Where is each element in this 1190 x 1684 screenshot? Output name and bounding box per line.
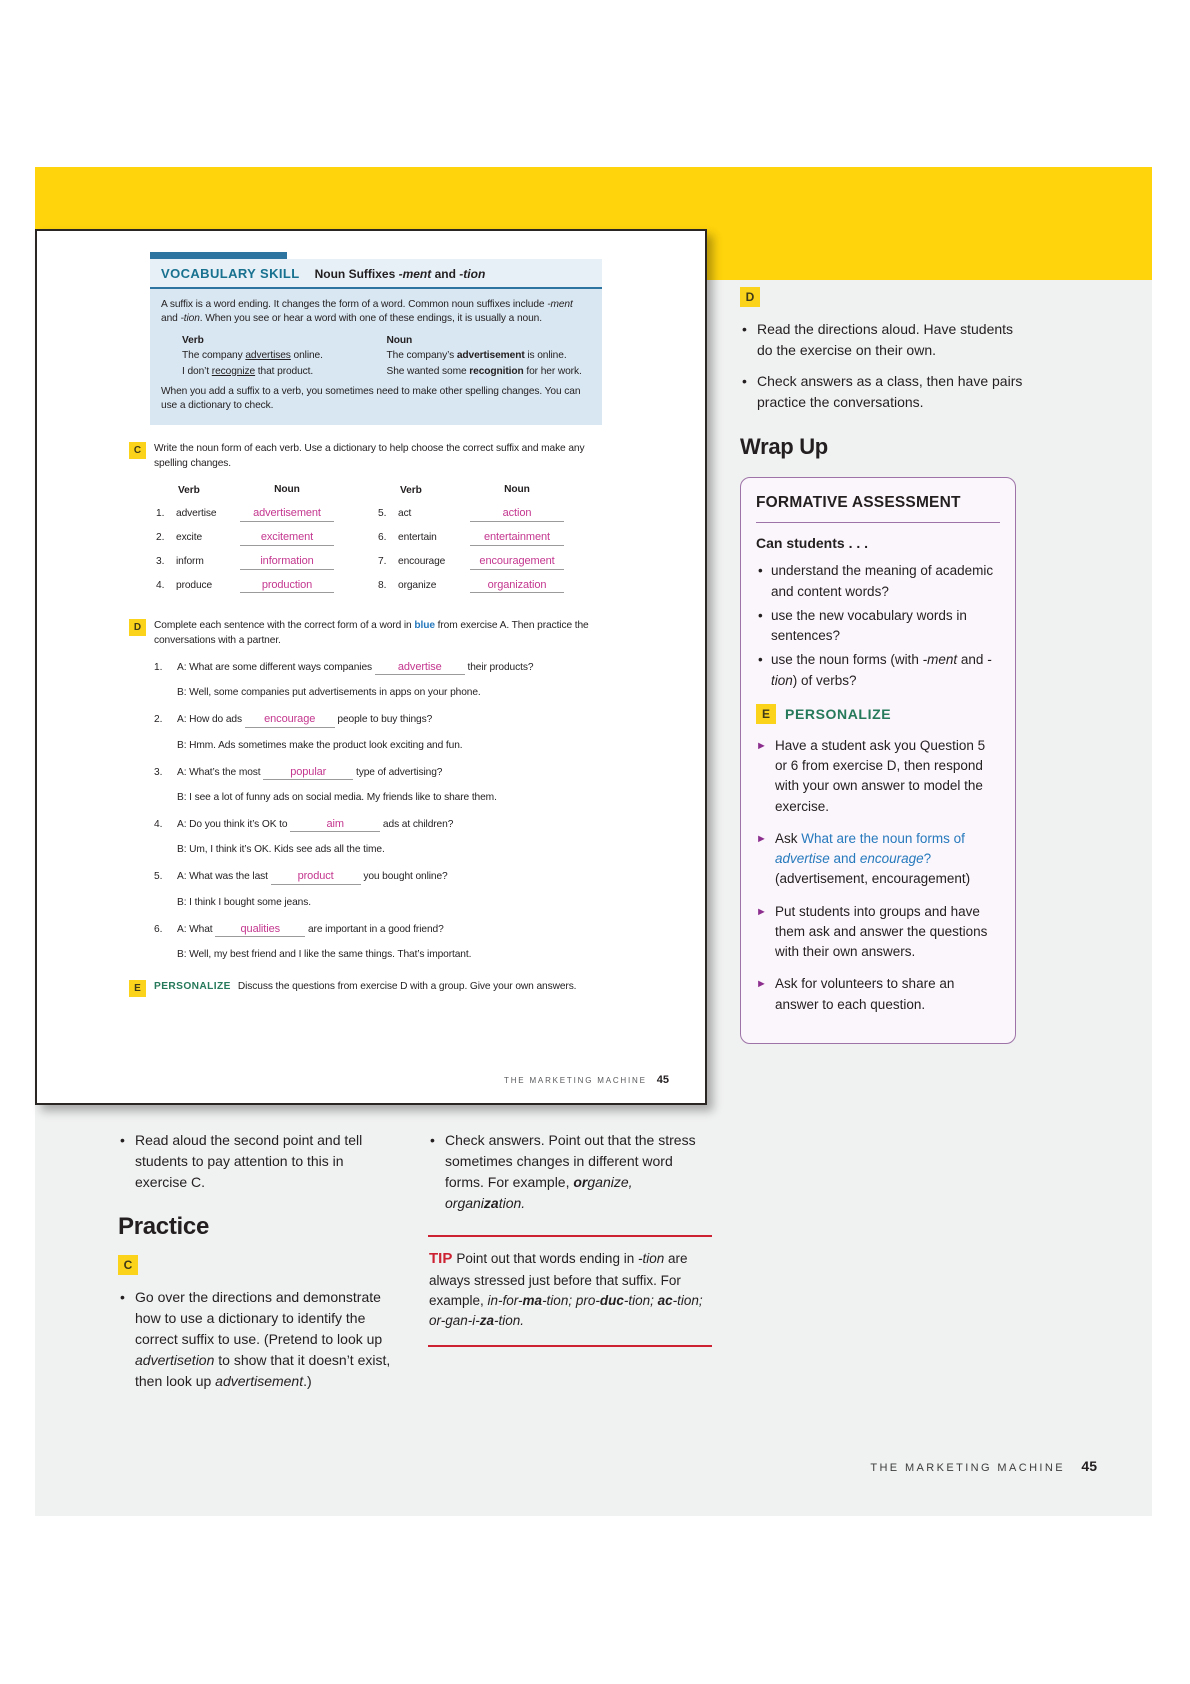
p2-qmark: ?: [923, 851, 932, 866]
list-item: [154, 661, 612, 701]
bullet-icon: •: [120, 1132, 125, 1148]
item-num: 1.: [154, 661, 163, 673]
row-answer: excitement: [240, 531, 334, 546]
tip-box: [428, 1235, 712, 1347]
d-dir-blue: blue: [414, 620, 435, 632]
c-right-headers: [378, 484, 564, 499]
tip-seg-2: ma: [522, 1292, 543, 1308]
c-noun-header: Noun: [274, 484, 300, 496]
row-verb: inform: [176, 555, 204, 567]
item-num: 2.: [154, 714, 163, 726]
row-verb: advertise: [176, 508, 217, 520]
answer-blank: aim: [290, 819, 380, 833]
teaching-step: [756, 974, 1000, 1015]
exercise-d: [129, 619, 669, 963]
vocab-noun-example-2: [387, 364, 592, 379]
assessment-bullet: [756, 650, 1000, 691]
b3-2: and: [957, 652, 988, 668]
row-num: 1.: [156, 508, 165, 520]
p2-advertise: advertise: [775, 851, 830, 866]
a-line: [177, 870, 448, 885]
mid-note-1: Check answers. Point out that the stress sometimes changes in different word forms. For example,: [445, 1132, 696, 1190]
table-row: [156, 507, 334, 522]
exercise-d-directions: [154, 619, 612, 649]
sidebar-e-badge: E: [756, 704, 776, 724]
tip-text-1: Point out that words ending in: [456, 1251, 638, 1266]
row-answer: encouragement: [470, 555, 564, 570]
row-answer: advertisement: [240, 507, 334, 522]
assessment-bullet-text: understand the meaning of academic and content words?: [771, 563, 994, 599]
table-row: [378, 531, 564, 546]
table-row: [156, 555, 334, 570]
a-post: people to buy things?: [334, 714, 433, 726]
a-post: ads at children?: [380, 818, 454, 830]
table-row: [378, 555, 564, 570]
c-verb-header: Verb: [178, 485, 200, 497]
bullet-icon: •: [758, 607, 763, 623]
n2-bold: recognition: [469, 365, 524, 377]
vocab-title-tion: -tion: [459, 267, 486, 281]
row-num: 8.: [378, 579, 387, 591]
vocab-skill-title: [315, 267, 486, 281]
practice-c-badge: C: [118, 1255, 138, 1275]
row-answer: information: [240, 555, 334, 570]
b3-1: use the noun forms (with: [771, 652, 923, 668]
row-num: 7.: [378, 555, 387, 567]
practice-heading: Practice: [118, 1213, 209, 1240]
table-row: [378, 507, 564, 522]
vocab-example-columns: [182, 333, 591, 379]
personalize-tag: PERSONALIZE: [785, 705, 892, 722]
tip-seg-9: -tion.: [494, 1313, 525, 1328]
a-post: their products?: [464, 661, 534, 673]
row-num: 2.: [156, 531, 165, 543]
step-text: Put students into groups and have them ask and answer the questions with their own answers.: [775, 903, 988, 959]
tip-seg-1: in-for-: [487, 1292, 523, 1308]
p2-question: What are the noun forms of: [801, 830, 965, 846]
step-text: [775, 831, 970, 887]
exercise-c-badge: C: [129, 442, 146, 459]
item-lines: [177, 870, 448, 910]
c-note-1: Go over the directions and demonstrate how to use a dictionary to identify the correct suffix to use. (Pretend to look up: [135, 1289, 383, 1347]
exercise-e-badge: E: [129, 980, 146, 997]
c-note-italic-2: advertisement: [215, 1373, 304, 1389]
assessment-bullet-text: use the new vocabulary words in sentences?: [771, 607, 967, 643]
exercise-c-body: [154, 442, 612, 602]
footer-page-number: 45: [1081, 1458, 1097, 1474]
c-noun-header: Noun: [504, 484, 530, 496]
n2-post: for her work.: [523, 365, 582, 377]
n1-post: is online.: [524, 350, 567, 362]
arrow-icon: ►: [756, 978, 767, 991]
n1-pre: The company’s: [386, 350, 457, 362]
list-item: [154, 713, 612, 753]
c-header-spacer: [156, 484, 176, 499]
bullet-icon: •: [758, 563, 763, 579]
vocab-verb-header: Verb: [182, 334, 204, 346]
note-text: Read aloud the second point and tell students to pay attention to this in exercise C.: [135, 1132, 363, 1190]
row-verb: entertain: [398, 531, 437, 543]
table-row: [378, 579, 564, 594]
row-verb: encourage: [398, 555, 446, 567]
table-row: [156, 579, 334, 594]
tip-seg-8: za: [479, 1313, 495, 1328]
vocab-intro: [161, 298, 591, 327]
sidebar-bullet: [740, 371, 1027, 413]
a-pre: A: How do ads: [177, 714, 245, 726]
mid-ganize: ganize,: [587, 1174, 633, 1190]
vocab-box-accent-bar: [150, 252, 287, 259]
p2-ask: Ask: [775, 830, 802, 846]
n1-bold: advertisement: [456, 350, 525, 362]
row-answer: entertainment: [470, 531, 564, 546]
step-text: Have a student ask you Question 5 or 6 from exercise D, then respond with your own answer to model the exercise.: [775, 737, 986, 814]
c-table-right-group: [378, 484, 564, 602]
vocab-noun-column: [387, 333, 592, 379]
c-header-spacer: [378, 484, 398, 499]
b-line: B: Well, my best friend and I like the same things. That’s important.: [177, 949, 472, 961]
vocabulary-skill-box: [150, 252, 602, 425]
formative-assessment-box: [740, 477, 1016, 1044]
vocab-intro-ment: -ment: [547, 299, 573, 310]
vocab-intro-1: A suffix is a word ending. It changes the form of a word. Common noun suffixes include: [161, 299, 548, 310]
can-students-subtitle: Can students . . .: [756, 535, 869, 552]
b-line: B: Um, I think it’s OK. Kids see ads all the time.: [177, 844, 385, 856]
c-note-italic-1: advertisetion: [135, 1352, 215, 1368]
arrow-icon: ►: [756, 905, 767, 918]
teaching-step: [756, 829, 1000, 890]
v1-underlined: advertises: [245, 350, 291, 362]
v2-underlined: recognize: [211, 365, 256, 377]
bullet-icon: •: [742, 373, 747, 389]
list-item: [154, 870, 612, 910]
c-left-headers: [156, 484, 334, 499]
note-text: [445, 1132, 696, 1211]
vocab-title-and: and: [431, 267, 460, 281]
vocab-title-ment: -ment: [398, 267, 432, 281]
item-num: 5.: [154, 871, 163, 883]
footer-unit-title: THE MARKETING MACHINE: [870, 1462, 1065, 1474]
vocab-note: When you add a suffix to a verb, you sometimes need to make other spelling changes. You can use a dictionary to check.: [161, 385, 581, 412]
p2-and: and: [829, 851, 860, 866]
c-verb-header: Verb: [400, 485, 422, 497]
c-note-3: .): [303, 1373, 312, 1389]
vocab-verb-column: [182, 333, 387, 379]
assessment-bullet: [756, 561, 1000, 602]
a-post: you bought online?: [360, 871, 448, 883]
mid-za: za: [483, 1195, 499, 1211]
answer-blank: popular: [263, 767, 353, 781]
exercise-c-table: [156, 484, 612, 602]
note-bullet: [428, 1130, 712, 1214]
exercise-e-body: [154, 980, 612, 997]
a-pre: A: What was the last: [177, 871, 271, 883]
item-lines: [177, 661, 533, 701]
row-answer: production: [240, 579, 334, 594]
a-post: are important in a good friend?: [305, 923, 444, 935]
item-num: 6.: [154, 923, 163, 935]
unit-title: THE MARKETING MACHINE: [504, 1076, 647, 1085]
item-lines: [177, 923, 471, 963]
note-text: [135, 1289, 390, 1389]
practice-c-row: [118, 1255, 396, 1275]
a-pre: A: What: [177, 923, 216, 935]
tip-seg-4: duc: [599, 1292, 624, 1308]
student-page-footer: [504, 1074, 669, 1086]
list-item: [154, 818, 612, 858]
note-bullet: [118, 1287, 396, 1392]
exercise-c-directions: Write the noun form of each verb. Use a dictionary to help choose the correct suffix and make any spelling changes.: [154, 442, 585, 469]
a-line: [177, 818, 453, 833]
formative-assessment-title: FORMATIVE ASSESSMENT: [756, 491, 1000, 523]
vocab-box-body: [150, 289, 602, 425]
tip-seg-6: ac: [657, 1292, 673, 1308]
row-verb: produce: [176, 579, 213, 591]
arrow-icon: ►: [756, 832, 767, 845]
assessment-bullet: [756, 606, 1000, 647]
item-lines: [177, 818, 453, 858]
sidebar-bullet-text: Check answers as a class, then have pairs practice the conversations.: [757, 373, 1023, 410]
item-lines: [177, 766, 497, 806]
row-num: 3.: [156, 555, 165, 567]
assessment-bullet-text: [771, 652, 992, 687]
v1-post: online.: [290, 350, 323, 362]
tip-seg-7: -tion; or-gan-i-: [429, 1292, 703, 1328]
exercise-c: [129, 442, 669, 602]
d-dir-1: Complete each sentence with the correct form of a word in: [154, 620, 415, 632]
exercise-e-text: Discuss the questions from exercise D with a group. Give your own answers.: [237, 980, 577, 992]
row-num: 6.: [378, 531, 387, 543]
a-pre: A: Do you think it’s OK to: [177, 818, 291, 830]
mid-or: or: [573, 1174, 588, 1190]
tip-tion: -tion: [637, 1251, 665, 1266]
bullet-icon: •: [742, 321, 747, 337]
teaching-step: [756, 902, 1000, 963]
vocab-skill-label: VOCABULARY SKILL: [161, 266, 300, 281]
b-line: B: Well, some companies put advertisements in apps on your phone.: [177, 687, 481, 699]
personalize-header-row: [756, 704, 1000, 725]
item-num: 4.: [154, 818, 163, 830]
n2-pre: She wanted some: [386, 365, 470, 377]
c-note-2: to show that it doesn’t exist, then look up: [135, 1352, 391, 1389]
b3-ment: -ment: [922, 652, 958, 668]
v1-pre: The company: [182, 350, 246, 362]
teacher-sidebar: [740, 287, 1027, 1044]
tip-seg-3: -tion; pro-: [542, 1292, 600, 1308]
student-book-page: [35, 229, 707, 1105]
arrow-icon: ►: [756, 739, 767, 752]
v2-pre: I don’t: [182, 365, 212, 377]
sidebar-d-badge: D: [740, 287, 760, 307]
a-post: type of advertising?: [353, 766, 443, 778]
wrap-up-heading: Wrap Up: [740, 434, 828, 459]
vocab-title-text: Noun Suffixes: [314, 267, 399, 281]
vocab-intro-2: and: [161, 313, 181, 325]
student-page-content: [37, 231, 705, 1103]
vocab-noun-header: Noun: [386, 334, 413, 346]
mid-tion: tion.: [498, 1195, 526, 1211]
p2-answer: (advertisement, encouragement): [775, 871, 971, 887]
answer-blank: product: [271, 871, 361, 885]
list-item: [154, 923, 612, 963]
a-pre: A: What’s the most: [177, 766, 264, 778]
b3-tion: -tion: [771, 652, 992, 688]
row-verb: excite: [176, 531, 203, 543]
answer-blank: qualities: [215, 924, 305, 938]
row-answer: action: [470, 507, 564, 522]
sidebar-bullet: [740, 319, 1027, 361]
row-num: 4.: [156, 579, 165, 591]
item-num: 3.: [154, 766, 163, 778]
vocab-verb-example-2: [182, 364, 387, 379]
document-footer: [35, 1458, 1152, 1476]
a-pre: A: What are some different ways companies: [177, 661, 375, 673]
b-line: B: I think I bought some jeans.: [177, 896, 311, 908]
a-line: [177, 766, 497, 781]
p2-encourage: encourage: [859, 851, 924, 866]
a-line: [177, 713, 463, 728]
bullet-icon: •: [430, 1132, 435, 1148]
step-text: Ask for volunteers to share an answer to each question.: [775, 976, 955, 1012]
table-row: [156, 531, 334, 546]
row-num: 5.: [378, 508, 387, 520]
vocab-box-header: [150, 259, 602, 289]
vocab-noun-example-1: [387, 348, 592, 363]
list-item: [154, 766, 612, 806]
row-answer: organization: [470, 579, 564, 594]
bottom-middle-column: [428, 1130, 712, 1347]
answer-blank: encourage: [245, 714, 335, 728]
v2-post: that product.: [255, 365, 314, 377]
b-line: B: Hmm. Ads sometimes make the product look exciting and fun.: [177, 739, 463, 751]
b-line: B: I see a lot of funny ads on social media. My friends like to share them.: [177, 792, 497, 804]
exercise-d-body: [154, 619, 612, 963]
tip-label: TIP: [429, 1250, 453, 1267]
d-dir-2: from exercise A. Then practice the conversations with a partner.: [154, 620, 589, 647]
bottom-left-column: [118, 1130, 396, 1402]
row-verb: organize: [398, 579, 437, 591]
b3-3: ) of verbs?: [792, 672, 857, 688]
note-bullet: [118, 1130, 396, 1193]
row-verb: act: [398, 508, 412, 520]
tip-text-2: are always stressed just before that suffix. For example,: [429, 1251, 688, 1308]
bullet-icon: •: [120, 1289, 125, 1305]
a-line: [177, 661, 533, 676]
vocab-intro-tion: -tion: [180, 313, 200, 325]
mid-organi: organi: [445, 1195, 484, 1211]
personalize-tag: PERSONALIZE: [154, 980, 231, 992]
c-table-left-group: [156, 484, 334, 602]
teaching-step: [756, 736, 1000, 817]
exercise-e: [129, 980, 669, 997]
exercise-d-badge: D: [129, 619, 146, 636]
bullet-icon: •: [758, 652, 763, 668]
a-line: [177, 923, 471, 938]
page-number: 45: [656, 1074, 669, 1086]
tip-seg-5: -tion;: [623, 1292, 658, 1308]
vocab-intro-3: . When you see or hear a word with one of these endings, it is usually a noun.: [199, 313, 542, 325]
answer-blank: advertise: [375, 662, 465, 676]
vocab-verb-example-1: [182, 348, 387, 363]
item-lines: [177, 713, 463, 753]
sidebar-bullet-text: Read the directions aloud. Have students do the exercise on their own.: [757, 321, 1014, 358]
